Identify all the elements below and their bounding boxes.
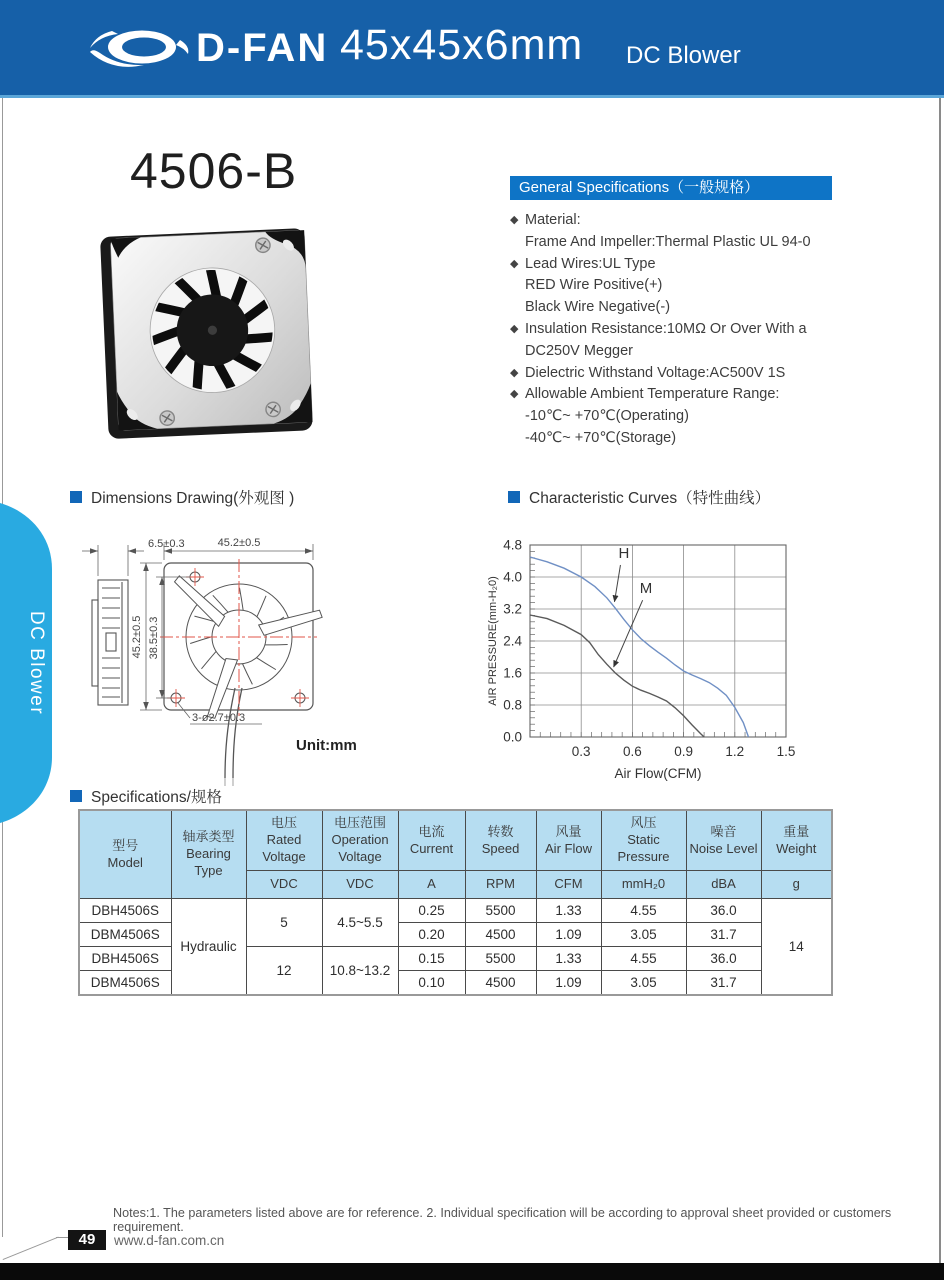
spec-line: DC250V Megger	[510, 341, 832, 363]
curve-M	[530, 615, 704, 737]
section-bullet-icon	[508, 491, 520, 503]
y-axis-label: AIR PRESSURE(mm-H₂0)	[487, 576, 499, 706]
cell-current: 0.15	[398, 947, 465, 971]
diamond-bullet	[510, 341, 525, 363]
cell-rated-voltage: 12	[246, 947, 322, 996]
th-air-flow: 风量 Air Flow	[536, 810, 601, 871]
y-tick-label: 4.0	[503, 569, 522, 585]
dim-depth	[82, 545, 144, 576]
specifications-table	[78, 809, 833, 996]
cell-air-flow: 1.09	[536, 971, 601, 996]
curve-callout-line	[614, 600, 643, 667]
dimensions-drawing	[78, 518, 476, 790]
x-tick-label: 0.6	[623, 744, 642, 759]
unit-current: A	[398, 871, 465, 899]
th-speed: 转数 Speed	[465, 810, 536, 871]
th-noise: 噪音 Noise Level	[686, 810, 761, 871]
product-photo	[98, 214, 318, 454]
x-tick-label: 0.3	[571, 744, 591, 759]
diamond-bullet: ◆	[510, 366, 519, 379]
dim-depth-label: 6.5±0.3	[148, 538, 185, 550]
dimensions-section-title: Dimensions Drawing(外观图 )	[70, 486, 294, 508]
cell-static-pressure: 3.05	[601, 923, 686, 947]
th-static-pressure: 风压 Static Pressure	[601, 810, 686, 871]
spec-line: RED Wire Positive(+)	[510, 275, 832, 297]
cell-static-pressure: 3.05	[601, 971, 686, 996]
cell-noise: 31.7	[686, 923, 761, 947]
x-tick-label: 1.5	[776, 744, 796, 759]
diamond-bullet	[510, 297, 525, 319]
cell-air-flow: 1.33	[536, 899, 601, 923]
cell-noise: 31.7	[686, 971, 761, 996]
model-title: 4506-B	[130, 143, 298, 199]
page-border-right	[939, 98, 941, 1263]
cell-air-flow: 1.09	[536, 923, 601, 947]
cell-current: 0.20	[398, 923, 465, 947]
cell-model: DBM4506S	[79, 971, 171, 996]
header-band	[0, 0, 944, 98]
spec-line: ◆ Insulation Resistance:10MΩ Or Over With a	[510, 319, 832, 341]
diamond-bullet: ◆	[510, 257, 519, 270]
curves-section-title: Characteristic Curves（特性曲线）	[508, 486, 770, 508]
cell-noise: 36.0	[686, 947, 761, 971]
unit-air-flow: CFM	[536, 871, 601, 899]
website-text: www.d-fan.com.cn	[114, 1233, 225, 1248]
lead-wire	[233, 688, 242, 778]
x-tick-label: 1.2	[725, 744, 745, 759]
screw-bottom-right	[266, 402, 281, 417]
unit-noise: dBA	[686, 871, 761, 899]
cell-noise: 36.0	[686, 899, 761, 923]
curve-callout-line	[614, 565, 620, 602]
cell-operation-voltage: 10.8~13.2	[322, 947, 398, 996]
general-specs-list	[510, 210, 832, 450]
y-tick-label: 4.8	[503, 537, 522, 553]
general-specs-banner: General Specifications（一般规格）	[510, 176, 832, 200]
th-operation-voltage: 电压范围 Operation Voltage	[322, 810, 398, 871]
cell-speed: 5500	[465, 899, 536, 923]
dim-width-label: 45.2±0.5	[217, 537, 261, 549]
sidebar-category-tab	[0, 497, 58, 829]
cell-operation-voltage: 4.5~5.5	[322, 899, 398, 947]
dfan-logo-icon	[84, 20, 194, 74]
cell-rated-voltage: 5	[246, 899, 322, 947]
diamond-bullet	[510, 232, 525, 254]
spec-line: -10℃~ +70℃(Operating)	[510, 406, 832, 428]
cell-speed: 5500	[465, 947, 536, 971]
cell-model: DBM4506S	[79, 923, 171, 947]
unit-operation-voltage: VDC	[322, 871, 398, 899]
unit-static-pressure: mmH₂0	[601, 871, 686, 899]
spec-line: Black Wire Negative(-)	[510, 297, 832, 319]
page-number-badge: 49	[68, 1230, 106, 1250]
spec-line: ◆ Allowable Ambient Temperature Range:	[510, 384, 832, 406]
holes-label: 3-ø2.7±0.3	[192, 712, 246, 724]
th-rated-voltage: 电压 Rated Voltage	[246, 810, 322, 871]
diamond-bullet	[510, 275, 525, 297]
unit-weight: g	[761, 871, 832, 899]
dim-height-label: 45.2±0.5	[131, 615, 143, 659]
y-tick-label: 0.0	[503, 729, 522, 745]
footer-notes: Notes:1. The parameters listed above are for reference. 2. Individual specification will be according to approval sheet provided or customers requirement.	[113, 1206, 892, 1234]
diamond-bullet: ◆	[510, 388, 519, 401]
characteristic-curves-chart	[484, 516, 824, 788]
header-product-type: DC Blower	[626, 42, 741, 69]
diamond-bullet: ◆	[510, 214, 519, 226]
section-bullet-icon	[70, 491, 82, 503]
spec-line: ◆ Dielectric Withstand Voltage:AC500V 1S	[510, 363, 832, 385]
cell-bearing: Hydraulic	[171, 899, 246, 996]
cell-current: 0.25	[398, 899, 465, 923]
screw-bottom-left	[160, 411, 175, 426]
specifications-section-title: Specifications/规格	[70, 785, 222, 807]
specifications-table-wrap	[78, 809, 833, 996]
diamond-bullet: ◆	[510, 322, 519, 335]
cell-static-pressure: 4.55	[601, 947, 686, 971]
th-weight: 重量 Weight	[761, 810, 832, 871]
cell-speed: 4500	[465, 923, 536, 947]
th-bearing: 轴承类型 Bearing Type	[171, 810, 246, 899]
table-row	[79, 899, 832, 923]
spec-line: -40℃~ +70℃(Storage)	[510, 428, 832, 450]
header-size-text: 45x45x6mm	[340, 21, 584, 69]
unit-label: Unit:mm	[296, 737, 357, 754]
section-bullet-icon	[70, 790, 82, 802]
bottom-black-bar	[0, 1263, 944, 1280]
cell-weight: 14	[761, 899, 832, 996]
spec-line: ◆ Lead Wires:UL Type	[510, 254, 832, 276]
curve-label-M: M	[639, 580, 653, 597]
cell-static-pressure: 4.55	[601, 899, 686, 923]
spec-line: Frame And Impeller:Thermal Plastic UL 94-0	[510, 232, 832, 254]
general-specs-section	[510, 176, 832, 450]
y-tick-label: 3.2	[503, 601, 522, 617]
x-axis-label: Air Flow(CFM)	[614, 766, 702, 781]
y-tick-label: 1.6	[503, 665, 522, 681]
unit-speed: RPM	[465, 871, 536, 899]
y-tick-label: 0.8	[503, 697, 522, 713]
side-view	[92, 580, 128, 705]
diamond-bullet	[510, 428, 525, 450]
dim-hole-pitch-label: 38.5±0.3	[148, 616, 160, 660]
footer-diagonal-line	[3, 1237, 59, 1260]
brand-name: D-FAN	[196, 26, 329, 70]
cell-air-flow: 1.33	[536, 947, 601, 971]
th-model: 型号 Model	[79, 810, 171, 899]
cell-speed: 4500	[465, 971, 536, 996]
screw-top-right	[255, 238, 270, 253]
x-tick-label: 0.9	[674, 744, 693, 759]
cell-model: DBH4506S	[79, 947, 171, 971]
cell-model: DBH4506S	[79, 899, 171, 923]
y-tick-label: 2.4	[503, 633, 522, 649]
unit-rated-voltage: VDC	[246, 871, 322, 899]
spec-line: ◆ Material:	[510, 210, 832, 232]
diamond-bullet	[510, 406, 525, 428]
curve-label-H: H	[618, 544, 630, 562]
th-current: 电流 Current	[398, 810, 465, 871]
sidebar-tab-label: DC Blower	[26, 610, 47, 716]
cell-current: 0.10	[398, 971, 465, 996]
